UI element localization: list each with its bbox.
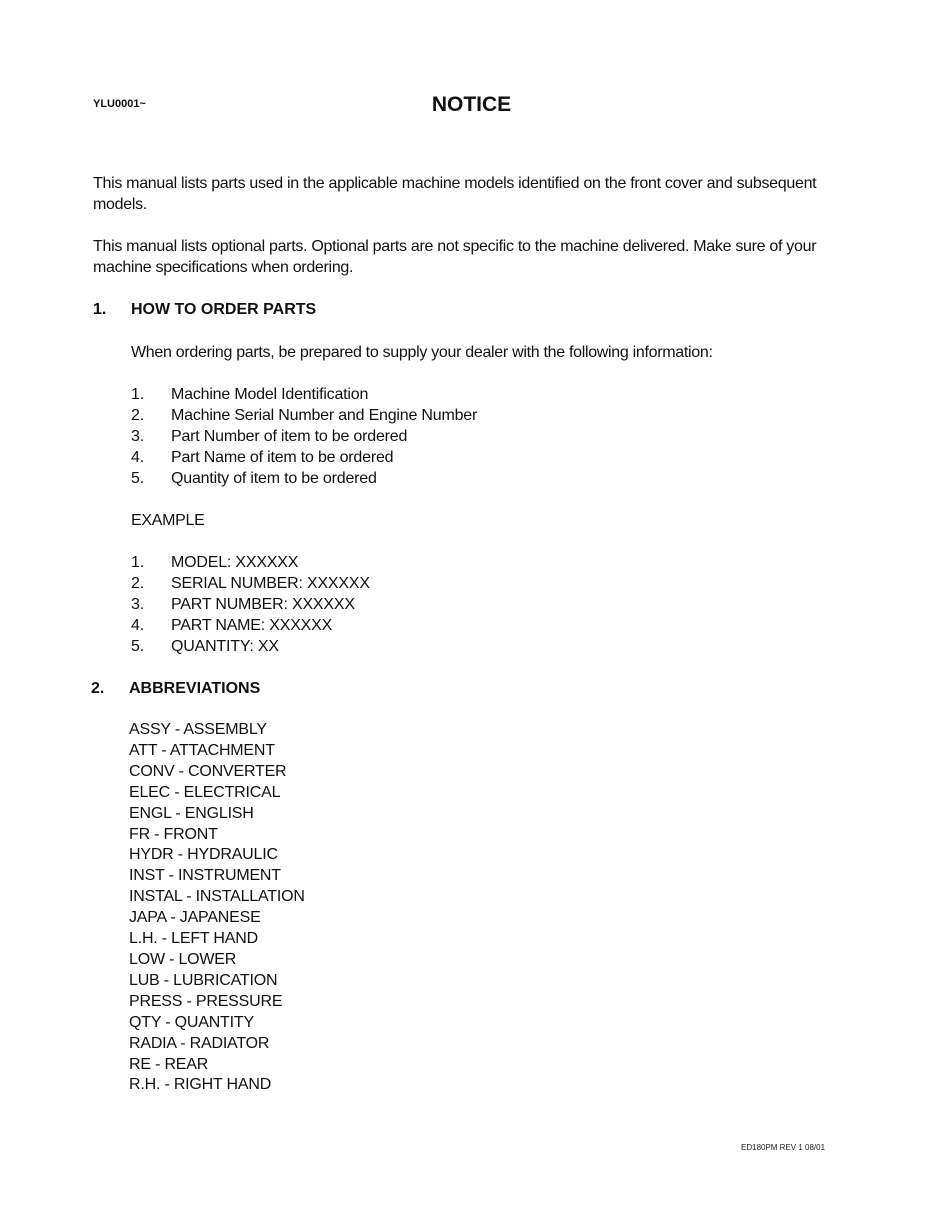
list-item-number: 5. xyxy=(131,470,144,487)
list-item xyxy=(131,594,370,615)
list-item xyxy=(131,573,370,594)
section-1-title: HOW TO ORDER PARTS xyxy=(131,301,317,318)
list-item: CONV - CONVERTER xyxy=(129,762,287,780)
order-info-list xyxy=(131,384,477,489)
list-item: LUB - LUBRICATION xyxy=(129,971,278,989)
list-item-text: Quantity of item to be ordered xyxy=(171,470,377,487)
section-1-intro: When ordering parts, be prepared to supply your dealer with the following information: xyxy=(131,344,713,361)
list-item: ELEC - ELECTRICAL xyxy=(129,783,281,801)
example-label: EXAMPLE xyxy=(131,512,205,529)
list-item-number: 2. xyxy=(131,407,144,424)
list-item-number: 4. xyxy=(131,617,144,634)
list-item-number: 1. xyxy=(131,386,144,403)
list-item xyxy=(131,468,477,489)
section-1-number: 1. xyxy=(93,301,107,318)
intro-paragraph-1: This manual lists parts used in the applicable machine models identified on the front cover and subsequent models. xyxy=(93,175,817,213)
list-item-text: Machine Serial Number and Engine Number xyxy=(171,407,478,424)
list-item xyxy=(131,405,477,426)
list-item-number: 5. xyxy=(131,638,144,655)
section-2-heading xyxy=(91,678,260,699)
list-item xyxy=(131,552,370,573)
list-item: JAPA - JAPANESE xyxy=(129,909,261,927)
list-item: RE - REAR xyxy=(129,1055,209,1073)
list-item-number: 3. xyxy=(131,596,144,613)
list-item-text: Part Name of item to be ordered xyxy=(171,449,394,466)
list-item-number: 1. xyxy=(131,554,144,571)
section-1-heading xyxy=(93,299,316,320)
example-list xyxy=(131,552,370,657)
list-item: LOW - LOWER xyxy=(129,950,237,968)
list-item: ENGL - ENGLISH xyxy=(129,804,254,822)
list-item: L.H. - LEFT HAND xyxy=(129,930,258,948)
list-item: R.H. - RIGHT HAND xyxy=(129,1076,272,1094)
list-item: ATT - ATTACHMENT xyxy=(129,741,275,759)
list-item: INSTAL - INSTALLATION xyxy=(129,888,305,906)
list-item-text: Part Number of item to be ordered xyxy=(171,428,408,445)
list-item-text: PART NAME: XXXXXX xyxy=(171,617,333,634)
list-item: ASSY - ASSEMBLY xyxy=(129,721,267,738)
abbreviations-list xyxy=(129,720,305,1096)
section-2-title: ABBREVIATIONS xyxy=(129,680,261,697)
list-item-number: 4. xyxy=(131,449,144,466)
list-item-number: 2. xyxy=(131,575,144,592)
list-item xyxy=(131,447,477,468)
list-item-text: MODEL: XXXXXX xyxy=(171,554,299,571)
list-item-text: QUANTITY: XX xyxy=(171,638,279,655)
list-item: FR - FRONT xyxy=(129,825,218,843)
list-item-text: SERIAL NUMBER: XXXXXX xyxy=(171,575,370,592)
list-item: QTY - QUANTITY xyxy=(129,1013,254,1031)
document-code: YLU0001~ xyxy=(93,98,146,110)
list-item xyxy=(131,426,477,447)
list-item xyxy=(131,615,370,636)
list-item xyxy=(131,636,370,657)
list-item-text: PART NUMBER: XXXXXX xyxy=(171,596,355,613)
list-item-text: Machine Model Identification xyxy=(171,386,369,403)
list-item xyxy=(131,384,477,405)
intro-paragraph-2: This manual lists optional parts. Optional parts are not specific to the machine delivered. Make sure of your machine specifications when ordering. xyxy=(93,238,817,276)
list-item: INST - INSTRUMENT xyxy=(129,867,281,885)
list-item: PRESS - PRESSURE xyxy=(129,992,283,1010)
page-title: NOTICE xyxy=(431,93,512,116)
list-item: HYDR - HYDRAULIC xyxy=(129,846,278,864)
footer-document-code: ED180PM REV 1 08/01 xyxy=(741,1143,826,1152)
list-item-number: 3. xyxy=(131,428,144,445)
list-item: RADIA - RADIATOR xyxy=(129,1034,270,1052)
section-2-number: 2. xyxy=(91,680,105,697)
